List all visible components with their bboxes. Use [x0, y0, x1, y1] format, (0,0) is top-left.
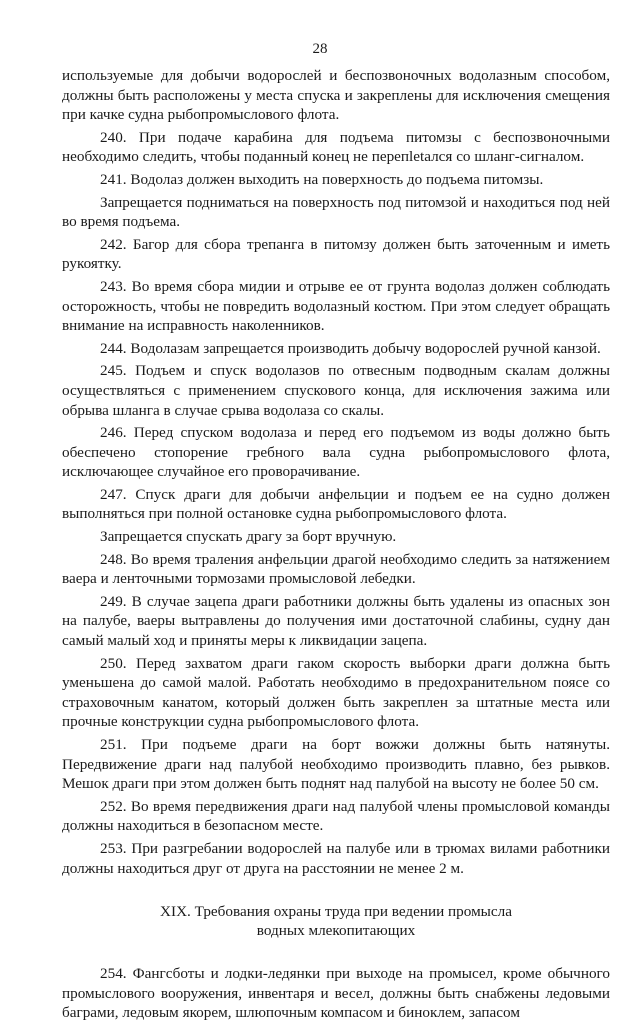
paragraph: 246. Перед спуском водолаза и перед его подъемом из воды должно быть обеспечено стопорение гребного вала судна рыбопромыслового флота, исключающее случайное его проворачивание.: [62, 424, 610, 481]
paragraph: 247. Спуск драги для добычи анфельции и подъем ее на судно должен выполняться при полной остановке судна рыбопромыслового флота.: [62, 485, 610, 523]
page-number: 28: [312, 41, 328, 57]
paragraph: 242. Багор для сбора трепанга в питомзу должен быть заточенным и иметь рукоятку.: [62, 235, 610, 273]
paragraph: 241. Водолаз должен выходить на поверхность до подъема питомзы.: [100, 170, 544, 188]
paragraph-list-top: [62, 66, 610, 878]
paragraph: 249. В случае зацепа драги работники должны быть удалены из опасных зон на палубе, ваеры вытравлены до получения ими достаточной слабины, судну дан самый малый ход и приняты меры к ликвидации зацепа.: [62, 592, 610, 650]
paragraph-list-bottom: [62, 964, 610, 1023]
document-body: [62, 66, 610, 1026]
paragraph: 252. Во время передвижения драги над палубой члены промысловой команды должны находиться в безопасном месте.: [62, 797, 610, 835]
paragraph: Запрещается спускать драгу за борт вручную.: [100, 528, 397, 546]
paragraph: 248. Во время траления анфельции драгой необходимо следить за натяжением ваера и ленточными тормозами промысловой лебедки.: [62, 550, 610, 588]
paragraph: 250. Перед захватом драги гаком скорость выборки драги должна быть уменьшена до самой малой. Работать необходимо в предохранительном поясе со страховочным канатом, который должен быть закреплен за штатные места или прочные конструкции судна рыбопромыслового флота.: [62, 654, 610, 731]
section-title-line-1: XIX. Требования охраны труда при ведении промысла: [160, 903, 512, 921]
section-title: [62, 902, 610, 940]
paragraph: 245. Подъем и спуск водолазов по отвесным подводным скалам должны осуществляться с применением спускового конца, для исключения зажима или обрыва шланга в случае срыва водолаза со скалы.: [62, 362, 610, 419]
paragraph: 243. Во время сбора мидии и отрыве ее от грунта водолаз должен соблюдать осторожность, чтобы не повредить водолазный костюм. При этом следует обращать внимание на исправность наколенников.: [62, 277, 610, 335]
paragraph: используемые для добычи водорослей и беспозвоночных водолазным способом, должны быть расположены у места спуска и закреплены для исключения смещения при качке судна рыбопромыслового флота.: [62, 67, 610, 124]
paragraph: 244. Водолазам запрещается производить добычу водорослей ручной канзой.: [100, 339, 601, 357]
paragraph: 253. При разгребании водорослей на палубе или в трюмах вилами работники должны находиться друг от друга на расстоянии не менее 2 м.: [62, 839, 610, 877]
section-title-line-2: водных млекопитающих: [256, 922, 416, 940]
paragraph: 240. При подаче карабина для подъема питомзы с беспозвоночными необходимо следить, чтобы поданный конец не перепletался со шланг-сигналом.: [62, 128, 610, 166]
paragraph: 251. При подъеме драги на борт вожжи должны быть натянуты. Передвижение драги над палубой необходимо производить плавно, без рывков. Мешок драги при этом должен быть поднят над палубой на высоту не более 50 см.: [62, 736, 610, 793]
paragraph: Запрещается подниматься на поверхность под питомзой и находиться под ней во время подъема.: [62, 193, 610, 231]
paragraph: 254. Фангсботы и лодки-ледянки при выходе на промысел, кроме обычного промыслового вооружения, инвентаря и весел, должны быть снабжены ледовыми баграми, ледовым якорем, шлюпочным компасом и биноклем, запасом: [62, 965, 610, 1022]
